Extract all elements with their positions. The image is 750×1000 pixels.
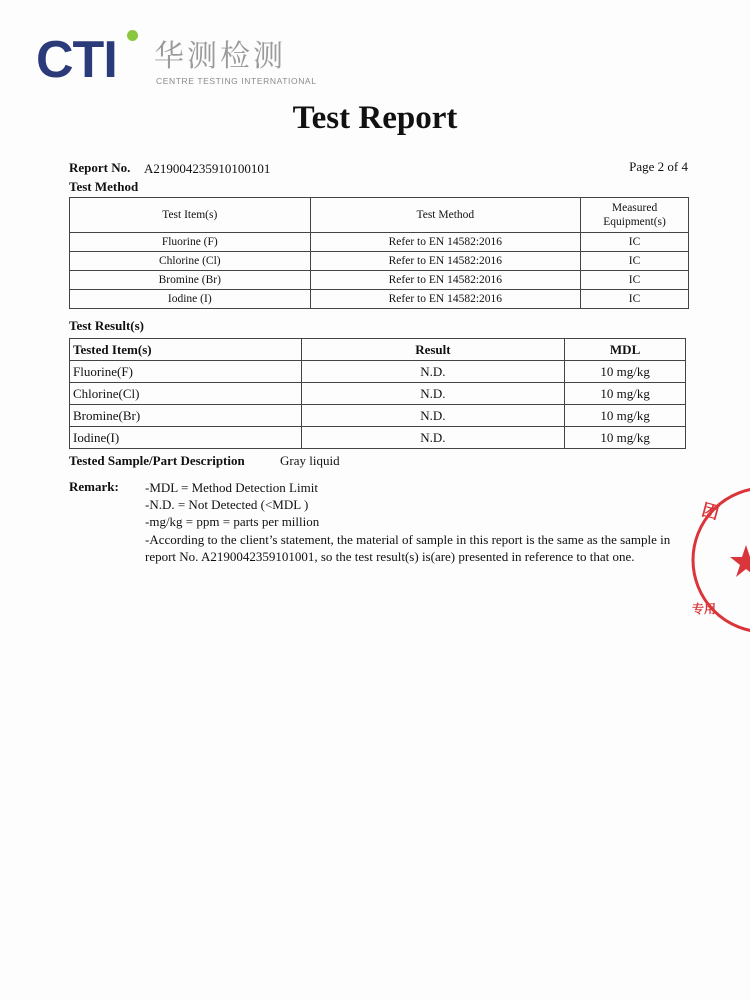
table-row <box>70 427 686 449</box>
remark-line: -N.D. = Not Detected (<MDL ) <box>145 497 309 512</box>
table-row <box>70 405 686 427</box>
table-cell: Fluorine(F) <box>70 361 302 383</box>
table-cell: N.D. <box>301 383 565 405</box>
report-number-label: Report No. <box>69 160 131 175</box>
remark-line: -MDL = Method Detection Limit <box>145 480 318 495</box>
table-cell: 10 mg/kg <box>565 405 686 427</box>
logo-dot-icon <box>127 30 138 41</box>
logo-brand: CTI <box>36 31 117 89</box>
table-row <box>70 252 689 271</box>
column-header: Measured Equipment(s) <box>581 198 689 233</box>
remark-label: Remark: <box>69 479 119 494</box>
table-row <box>70 361 686 383</box>
remark-line: -mg/kg = ppm = parts per million <box>145 514 320 529</box>
table-row <box>70 271 689 290</box>
table-cell: Bromine (Br) <box>70 271 311 290</box>
table-row <box>70 290 689 309</box>
test-results-table <box>69 338 686 449</box>
test-method-heading: Test Method <box>69 179 139 194</box>
page-title: Test Report <box>292 100 458 136</box>
report-number: A219004235910100101 <box>144 161 271 176</box>
column-header: Tested Item(s) <box>70 339 302 361</box>
remark-line: -According to the client’s statement, the material of sample in this report is the same as the sample in <box>145 532 671 547</box>
logo-chinese-name: 华测检测 <box>154 39 286 74</box>
table-header-row <box>70 339 686 361</box>
sample-description-value: Gray liquid <box>280 453 340 468</box>
table-cell: Chlorine (Cl) <box>70 252 311 271</box>
table-cell: Refer to EN 14582:2016 <box>310 233 581 252</box>
table-cell: Bromine(Br) <box>70 405 302 427</box>
table-cell: Refer to EN 14582:2016 <box>310 290 581 309</box>
table-row <box>70 233 689 252</box>
stamp-star-icon <box>730 545 750 577</box>
stamp-text-top: 团 <box>699 500 722 524</box>
table-cell: N.D. <box>301 405 565 427</box>
column-header: Test Method <box>310 198 581 233</box>
table-cell: Iodine(I) <box>70 427 302 449</box>
remark-list <box>145 479 705 565</box>
official-stamp <box>690 485 750 635</box>
company-logo <box>36 30 317 90</box>
column-header: MDL <box>565 339 686 361</box>
table-cell: IC <box>581 290 689 309</box>
column-header: Result <box>301 339 565 361</box>
stamp-text-bottom: 专用 <box>692 602 717 616</box>
table-cell: Iodine (I) <box>70 290 311 309</box>
table-header-row <box>70 198 689 233</box>
logo-english-name: CENTRE TESTING INTERNATIONAL <box>156 76 317 86</box>
remark-line: report No. A2190042359101001, so the test result(s) is(are) presented in reference to that one. <box>145 549 635 564</box>
table-row <box>70 383 686 405</box>
page-number: Page 2 of 4 <box>629 159 688 174</box>
table-cell: 10 mg/kg <box>565 361 686 383</box>
test-results-heading: Test Result(s) <box>69 318 144 333</box>
table-cell: N.D. <box>301 361 565 383</box>
test-method-table <box>69 197 689 309</box>
table-cell: Fluorine (F) <box>70 233 311 252</box>
table-cell: IC <box>581 252 689 271</box>
table-cell: N.D. <box>301 427 565 449</box>
table-cell: IC <box>581 271 689 290</box>
table-cell: 10 mg/kg <box>565 427 686 449</box>
table-cell: IC <box>581 233 689 252</box>
table-cell: Refer to EN 14582:2016 <box>310 252 581 271</box>
table-cell: Chlorine(Cl) <box>70 383 302 405</box>
table-cell: Refer to EN 14582:2016 <box>310 271 581 290</box>
table-cell: 10 mg/kg <box>565 383 686 405</box>
column-header: Test Item(s) <box>70 198 311 233</box>
sample-description-label: Tested Sample/Part Description <box>69 453 245 468</box>
